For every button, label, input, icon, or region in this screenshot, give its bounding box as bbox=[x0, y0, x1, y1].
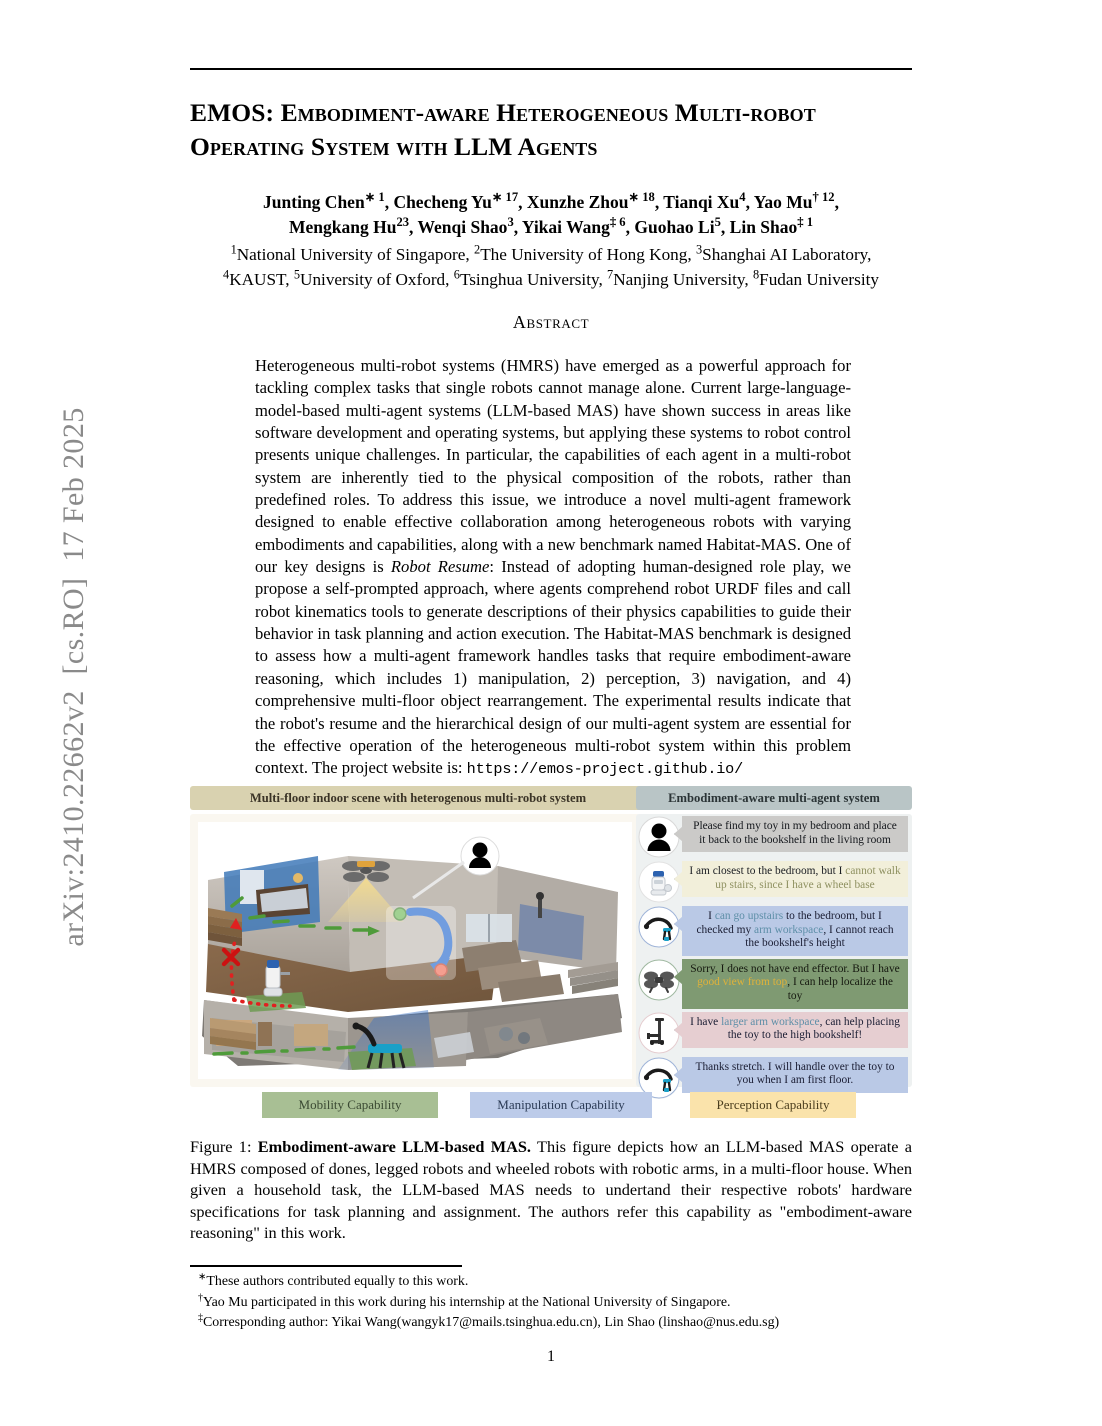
abstract-emphasis: Robot Resume bbox=[390, 557, 490, 577]
affiliation-list bbox=[190, 242, 912, 292]
page-title bbox=[190, 96, 912, 164]
abstract-heading: Abstract bbox=[512, 312, 590, 332]
conversation-row bbox=[638, 906, 908, 956]
legend-chip-perception bbox=[690, 1092, 856, 1118]
figure-caption bbox=[190, 1136, 912, 1244]
figure-header-right: Embodiment-aware multi-agent system bbox=[636, 786, 912, 810]
message-text: I can go upstairs to the bedroom, but I checked my arm workspace, I cannot reach the bookshelf's height bbox=[696, 910, 894, 950]
message-text: I am closest to the bedroom, but I cannot walk up stairs, since I have a wheel base bbox=[689, 865, 901, 891]
footnote-item: ∗These authors contributed equally to this work. bbox=[198, 1271, 469, 1289]
title-line-1: : Embodiment-aware Heterogeneous Multi-robot bbox=[265, 98, 816, 127]
message-text: Thanks stretch. I will handle over the toy to you when I am first floor. bbox=[695, 1060, 895, 1087]
bubble-tail bbox=[674, 1022, 683, 1038]
message-text: Please find my toy in my bedroom and place it back to the bookshelf in the living room bbox=[693, 820, 897, 846]
affiliation-line-2: $^4$KAUST, $^5$University of Oxford, $^6$Tsinghua University, $^7$Nanjing University, $^8$Fudan University bbox=[223, 267, 879, 289]
house-scene-illustration bbox=[198, 822, 632, 1079]
affiliation-line-1: $^1$National University of Singapore, $^2$The University of Hong Kong, $^3$Shanghai AI Laboratory, bbox=[230, 242, 872, 264]
bubble-tail bbox=[674, 916, 683, 932]
author-line-2: Mengkang Hu$^{23}$, Wenqi Shao$^3$, Yikai Wang$^{\ddagger 6}$, Guohao Li$^5$, Lin Shao$^{\ddagger 1}$ bbox=[288, 215, 814, 237]
message-text: Sorry, I does not have end effector. But I have good view from top, I can help localize the toy bbox=[690, 962, 900, 1002]
author-list bbox=[190, 190, 912, 240]
footnote-rule bbox=[190, 1265, 462, 1267]
caption-label: Figure 1: bbox=[190, 1137, 252, 1156]
message-bubble bbox=[682, 861, 908, 897]
bubble-tail bbox=[674, 1067, 683, 1083]
header-rule bbox=[190, 68, 912, 70]
message-bubble bbox=[682, 1057, 908, 1093]
message-bubble bbox=[682, 816, 908, 852]
conversation-panel bbox=[636, 814, 912, 1087]
scene-panel bbox=[190, 814, 640, 1087]
title-lead: EMOS bbox=[190, 98, 266, 127]
figure-1 bbox=[190, 786, 912, 1126]
author-line-1: Junting Chen$^{∗ 1}$, Checheng $Yu^{∗ 17}$, Xunzhe Zhou$^{∗ 18}$, Tianqi Xu$^4$, Yao Mu$^{\dagger 12}$, bbox=[263, 190, 839, 212]
legend-chip-mobility bbox=[262, 1092, 438, 1118]
message-bubble bbox=[682, 906, 908, 956]
legend-label: Manipulation Capability bbox=[497, 1097, 625, 1112]
message-bubble bbox=[682, 959, 908, 1009]
caption-bold-title: Embodiment-aware LLM-based MAS. bbox=[257, 1137, 532, 1156]
abstract-part-1: Heterogeneous multi-robot systems (HMRS) have emerged as a powerful approach for tackling complex tasks that single robots cannot manage alone. Current large-language-model-based multi-agent systems (LLM-based MAS) have shown success in areas like software development and operating systems, but applying these systems to robot control presents unique challenges. In particular, the capabilities of each agent in a multi-robot system are inherently tied to the physical composition of the robots, rather than predefined roles. To address this issue, we introduce a novel multi-agent framework designed to enable effective collaboration among heterogeneous robots with varying embodiments and capabilities, along with a new benchmark named Habitat-MAS. One of our key designs is bbox=[255, 356, 851, 577]
figure-header-left: Multi-floor indoor scene with heterogenous multi-robot system bbox=[190, 786, 646, 810]
bubble-tail bbox=[674, 826, 683, 842]
conversation-row bbox=[638, 1012, 908, 1054]
project-website-url[interactable]: https://emos-project.github.io/ bbox=[466, 760, 744, 779]
footnote-item: ‡Corresponding author: Yikai Wang(wangyk17@mails.tsinghua.edu.cn), Lin Shao (linshao@nus.edu.sg) bbox=[198, 1312, 780, 1331]
message-text: I have larger arm workspace, can help placing the toy to the high bookshelf! bbox=[690, 1015, 900, 1042]
conversation-row bbox=[638, 861, 908, 903]
bubble-tail bbox=[674, 871, 683, 887]
conversation-row bbox=[638, 816, 908, 858]
paper-page bbox=[190, 0, 912, 1426]
capability-legend bbox=[190, 1092, 912, 1120]
multi-floor-scene-render bbox=[198, 822, 632, 1079]
message-bubble bbox=[682, 1012, 908, 1048]
title-line-2: Operating System with LLM Agents bbox=[190, 132, 598, 161]
caption-body: This figure depicts how an LLM-based MAS operate a HMRS composed of dones, legged robots and wheeled robots with robotic arms, in a multi-floor house. When given a household task, the LLM-based MAS needs to undertand their respective robots' hardware specifications for task planning and assignment. The authors refer this capability as "embodiment-aware reasoning" in this work. bbox=[190, 1137, 912, 1243]
arxiv-identifier-stamp: arXiv:2410.22662v2 [cs.RO] 17 Feb 2025 bbox=[57, 407, 90, 947]
legend-label: Perception Capability bbox=[716, 1097, 830, 1112]
conversation-row bbox=[638, 959, 908, 1009]
footnote-list bbox=[198, 1272, 912, 1334]
legend-chip-manipulation bbox=[470, 1092, 652, 1118]
bubble-tail bbox=[674, 969, 683, 985]
page-number: 1 bbox=[547, 1348, 555, 1365]
legend-label: Mobility Capability bbox=[298, 1097, 402, 1112]
abstract-part-2: : Instead of adopting human-designed role play, we propose a self-prompted approach, where agents comprehend robot URDF files and call robot kinematics tools to generate descriptions of their physics capabilities to guide their behavior in task planning and action execution. The Habitat-MAS benchmark is designed to assess how a multi-agent framework handles tasks that require embodiment-aware reasoning, which includes 1) manipulation, 2) perception, 3) navigation, and 4) comprehensive multi-floor object rearrangement. The experimental results indicate that the robot's resume and the hierarchical design of our multi-agent system are essential for the effective operation of the heterogeneous multi-robot system within this problem context. The project website is: bbox=[255, 557, 852, 778]
abstract-body bbox=[255, 355, 851, 781]
footnote-item: †Yao Mu participated in this work during his internship at the National University of Singapore. bbox=[198, 1291, 731, 1310]
